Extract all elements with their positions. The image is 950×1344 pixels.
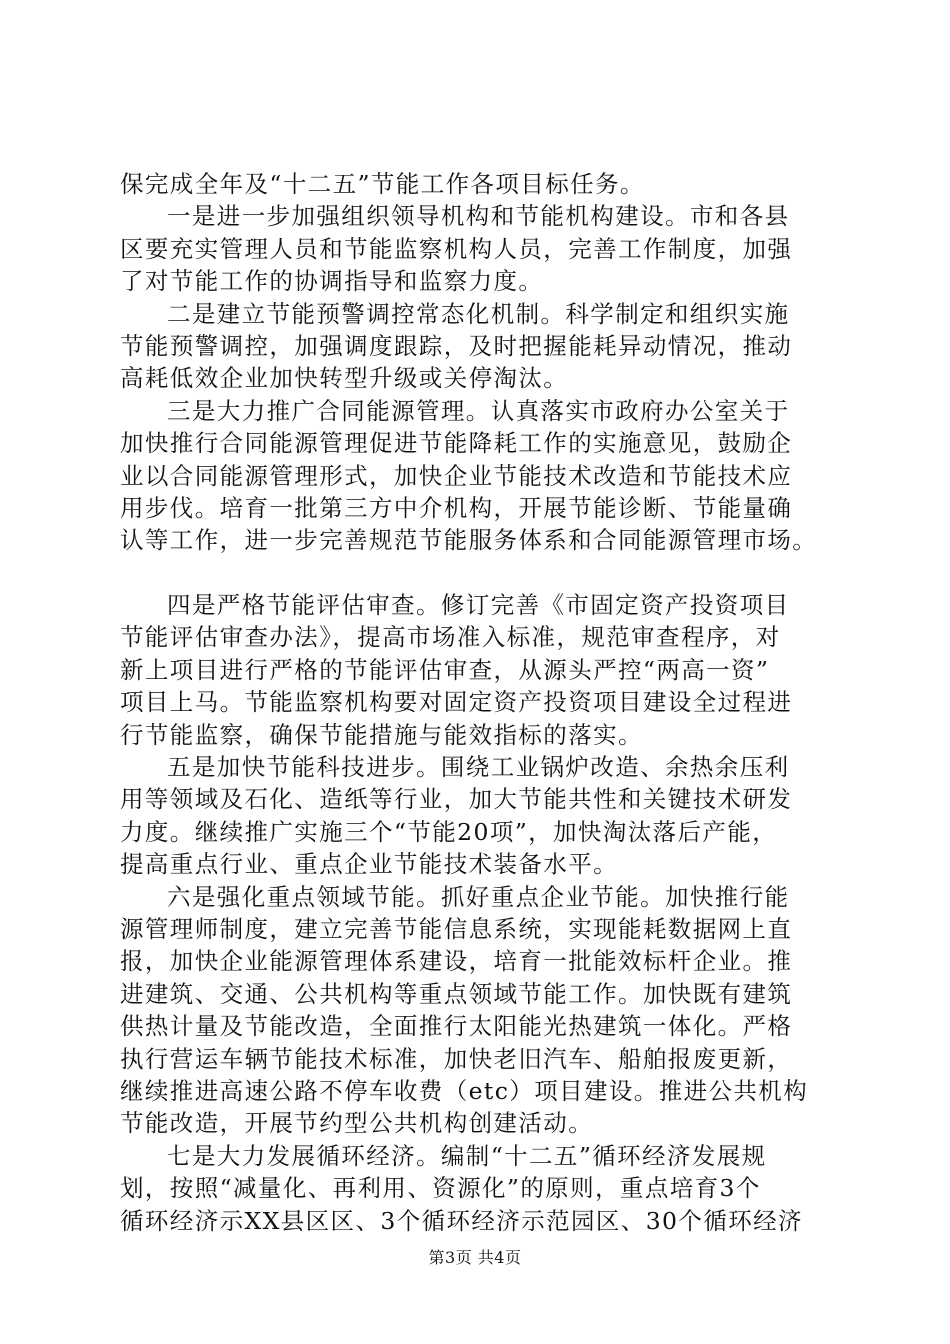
paragraph-start-line: 二是建立节能预警调控常态化机制。科学制定和组织实施 bbox=[167, 299, 790, 328]
text-line: 继续推进高速公路不停车收费（etc）项目建设。推进公共机构 bbox=[120, 1076, 809, 1105]
text-line: 循环经济示XX县区区、3个循环经济示范园区、30个循环经济 bbox=[120, 1206, 803, 1235]
text-line: 执行营运车辆节能技术标准，加快老旧汽车、船舶报废更新， bbox=[120, 1044, 793, 1073]
text-line: 行节能监察，确保节能措施与能效指标的落实。 bbox=[120, 720, 643, 749]
text-line: 力度。继续推广实施三个“节能20项”，加快淘汰落后产能， bbox=[120, 817, 778, 846]
text-line: 高耗低效企业加快转型升级或关停淘汰。 bbox=[120, 364, 569, 393]
paragraph-start-line: 七是大力发展循环经济。编制“十二五”循环经济发展规 bbox=[167, 1141, 767, 1170]
paragraph-start-line: 一是进一步加强组织领导机构和节能机构建设。市和各县 bbox=[167, 202, 790, 231]
paragraph-start-line: 五是加快节能科技进步。围绕工业锅炉改造、余热余压利 bbox=[167, 753, 790, 782]
text-line: 项目上马。节能监察机构要对固定资产投资项目建设全过程进 bbox=[120, 688, 793, 717]
text-line: 加快推行合同能源管理促进节能降耗工作的实施意见，鼓励企 bbox=[120, 429, 793, 458]
text-line: 用步伐。培育一批第三方中介机构，开展节能诊断、节能量确 bbox=[120, 493, 793, 522]
text-line: 划，按照“减量化、再利用、资源化”的原则，重点培育3个 bbox=[120, 1174, 761, 1203]
text-line: 区要充实管理人员和节能监察机构人员，完善工作制度，加强 bbox=[120, 234, 793, 263]
text-line: 了对节能工作的协调指导和监察力度。 bbox=[120, 267, 544, 296]
paragraph-start-line: 四是严格节能评估审查。修订完善《市固定资产投资项目 bbox=[167, 591, 790, 620]
paragraph-start-line: 六是强化重点领域节能。抓好重点企业节能。加快推行能 bbox=[167, 882, 790, 911]
text-line: 提高重点行业、重点企业节能技术装备水平。 bbox=[120, 850, 618, 879]
text-line: 认等工作，进一步完善规范节能服务体系和合同能源管理市场。 bbox=[120, 526, 818, 555]
text-line: 节能改造，开展节约型公共机构创建活动。 bbox=[120, 1109, 594, 1138]
page-number-footer: 第3页 共4页 bbox=[428, 1248, 522, 1267]
blank-line bbox=[120, 557, 835, 589]
text-line: 进建筑、交通、公共机构等重点领域节能工作。加快既有建筑 bbox=[120, 979, 793, 1008]
text-line: 供热计量及节能改造，全面推行太阳能光热建筑一体化。严格 bbox=[120, 1012, 793, 1041]
text-line: 报，加快企业能源管理体系建设，培育一批能效标杆企业。推 bbox=[120, 947, 793, 976]
text-line: 新上项目进行严格的节能评估审查，从源头严控“两高一资” bbox=[120, 655, 770, 684]
document-body bbox=[120, 168, 835, 1237]
text-line: 源管理师制度，建立完善节能信息系统，实现能耗数据网上直 bbox=[120, 914, 793, 943]
text-line: 业以合同能源管理形式，加快企业节能技术改造和节能技术应 bbox=[120, 461, 793, 490]
text-line: 用等领域及石化、造纸等行业，加大节能共性和关键技术研发 bbox=[120, 785, 793, 814]
paragraph-start-line: 三是大力推广合同能源管理。认真落实市政府办公室关于 bbox=[167, 396, 790, 425]
text-line: 节能评估审查办法》，提高市场准入标准，规范审查程序，对 bbox=[120, 623, 781, 652]
text-line: 保完成全年及“十二五”节能工作各项目标任务。 bbox=[120, 170, 645, 198]
text-line: 节能预警调控，加强调度跟踪，及时把握能耗异动情况，推动 bbox=[120, 331, 793, 360]
